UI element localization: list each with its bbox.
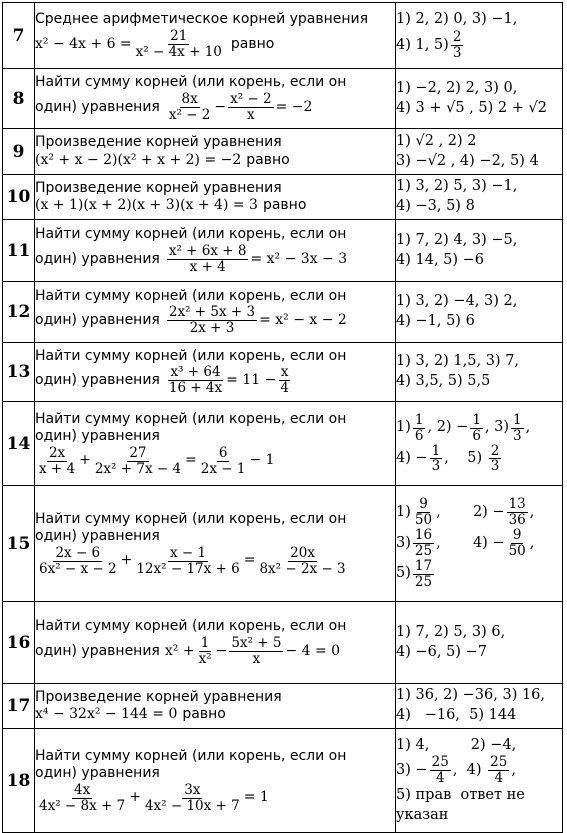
- numerator: x³ + 64: [170, 364, 221, 381]
- table-row: [3, 175, 563, 220]
- fraction: [451, 30, 464, 61]
- table-row: [3, 602, 563, 684]
- answer-line: 4) −16, 5) 144: [396, 707, 517, 723]
- equation-part: = x² − x − 2: [259, 312, 347, 328]
- answer-line: указан: [396, 806, 449, 823]
- fraction: [511, 413, 524, 444]
- denominator: 4: [494, 770, 504, 787]
- task-number: 8: [3, 69, 35, 129]
- denominator: x: [247, 106, 255, 123]
- equation-part: = x² − 3x − 3: [250, 250, 348, 267]
- numerator: 1: [414, 411, 424, 428]
- answer-line: 4) 3 + √5 , 5) 2 + √2: [396, 99, 547, 116]
- numerator: x² + 6x + 8: [168, 242, 247, 259]
- task-number: 16: [3, 602, 35, 684]
- task-number: 7: [3, 3, 35, 69]
- task-equation: [35, 706, 395, 724]
- fraction: [37, 546, 119, 577]
- task-equation: [35, 92, 395, 123]
- numerator: x² − 2: [230, 90, 272, 107]
- task-cell: [35, 486, 396, 602]
- numerator: 4x: [74, 781, 91, 798]
- equation-tail: равно: [182, 706, 226, 722]
- fraction: [430, 444, 443, 475]
- answer-text: ,: [529, 504, 535, 521]
- answer-text: 4) 1, 5): [396, 36, 449, 53]
- denominator: x: [252, 650, 261, 667]
- answer-cell: [396, 129, 563, 175]
- equation-part: = 11 −: [226, 372, 277, 388]
- answer-text: ,: [529, 534, 535, 551]
- task-cell: [35, 729, 396, 833]
- task-number: 9: [3, 129, 35, 175]
- denominator: x² − 4x + 10: [135, 43, 222, 60]
- answer-line: [396, 30, 562, 61]
- numerator: x: [280, 364, 289, 381]
- answer-cell: [396, 486, 563, 602]
- answer-cell: [396, 3, 563, 69]
- task-text: Найти сумму корней (или корень, если он: [35, 410, 347, 427]
- numerator: 25: [431, 754, 449, 771]
- answer-line: [396, 413, 562, 444]
- task-text: Найти сумму корней (или корень, если он: [35, 226, 347, 243]
- task-equation: [35, 636, 395, 667]
- answer-line: 1) 2, 2) 0, 3) −1,: [396, 11, 518, 28]
- numerator: 9: [512, 527, 522, 544]
- fraction: [229, 636, 283, 667]
- operator: +: [79, 452, 91, 469]
- answer-text: , 4) −: [436, 534, 505, 551]
- answer-cell: [396, 402, 563, 486]
- answer-text: 1): [396, 504, 411, 521]
- answer-line: [396, 444, 562, 475]
- table-row: [3, 729, 563, 833]
- table-row: [3, 343, 563, 402]
- fraction: [167, 244, 249, 275]
- task-cell: [35, 69, 396, 129]
- numerator: 2: [452, 28, 462, 45]
- task-number: 11: [3, 220, 35, 282]
- answer-cell: [396, 282, 563, 343]
- fraction: [413, 497, 434, 528]
- fraction: [488, 755, 509, 786]
- fraction: [37, 783, 127, 814]
- answer-line: 1) √2 , 2) 2: [396, 132, 477, 149]
- table-row: [3, 684, 563, 729]
- answer-line: [396, 497, 562, 528]
- answer-line: [396, 528, 562, 559]
- equation-part: − 4 = 0: [285, 642, 341, 659]
- denominator: 36: [508, 512, 526, 529]
- equation-tail: равно: [262, 197, 307, 213]
- fraction: [257, 546, 347, 577]
- denominator: x²: [198, 650, 212, 667]
- operator: −: [214, 98, 227, 115]
- denominator: 25: [414, 573, 433, 590]
- operator: +: [120, 552, 133, 569]
- table-row: [3, 220, 563, 282]
- table-row: [3, 69, 563, 129]
- numerator: 1: [472, 411, 481, 428]
- equation-tail: − 1: [249, 452, 275, 469]
- task-number: 17: [3, 684, 35, 729]
- denominator: x + 4: [39, 460, 76, 477]
- fraction: [228, 92, 274, 123]
- task-equation: [35, 197, 395, 215]
- operator: −: [215, 642, 228, 659]
- table-row: [3, 3, 563, 69]
- numerator: 17: [414, 557, 433, 574]
- fraction: [143, 783, 242, 814]
- answer-line: 5) прав ответ не: [396, 787, 525, 804]
- answer-line: 1) 3, 2) 1,5, 3) 7,: [396, 353, 520, 370]
- numerator: 6: [218, 444, 228, 461]
- answer-cell: [396, 343, 563, 402]
- denominator: 4: [280, 380, 289, 397]
- task-text: один) уравнения: [35, 250, 160, 267]
- numerator: 13: [508, 496, 526, 513]
- answer-line: 1) 4, 2) −4,: [396, 736, 517, 753]
- numerator: 16: [414, 527, 433, 544]
- fraction: [167, 365, 224, 396]
- task-text: один) уравнения: [35, 528, 160, 545]
- denominator: 50: [414, 512, 433, 529]
- fraction: [93, 446, 183, 477]
- answer-line: 1) 7, 2) 5, 3) 6,: [396, 623, 506, 640]
- task-number: 14: [3, 402, 35, 486]
- fraction: [413, 528, 434, 559]
- fraction: [430, 755, 451, 786]
- denominator: 16 + 4x: [168, 380, 223, 397]
- table-row: [3, 486, 563, 602]
- denominator: 8x² − 2x − 3: [259, 560, 346, 577]
- answer-text: ,: [525, 419, 531, 436]
- answer-text: 1): [396, 419, 411, 436]
- task-equation: [35, 244, 395, 275]
- numerator: 2x² + 5x + 3: [168, 304, 256, 321]
- answer-line: 1) 36, 2) −36, 3) 16,: [396, 687, 546, 704]
- denominator: 2x² + 7x − 4: [94, 460, 182, 477]
- operator: +: [129, 789, 141, 806]
- task-text: Произведение корней уравнения: [35, 688, 282, 705]
- task-equation: [35, 152, 395, 170]
- answer-text: 5): [396, 565, 411, 582]
- task-text: Среднее арифметическое корней уравнения: [35, 11, 369, 28]
- denominator: 3: [490, 458, 500, 475]
- denominator: 2x + 3: [189, 320, 235, 337]
- numerator: 9: [419, 496, 428, 513]
- answer-line: 1) −2, 2) 2, 3) 0,: [396, 79, 518, 96]
- numerator: 5x² + 5: [231, 634, 282, 651]
- task-number: 15: [3, 486, 35, 602]
- answer-cell: [396, 684, 563, 729]
- numerator: 25: [490, 754, 508, 771]
- equation-part: x² − 4x + 6 =: [35, 35, 132, 52]
- answer-line: 1) 7, 2) 4, 3) −5,: [396, 231, 518, 248]
- answer-text: , 5): [444, 450, 487, 467]
- task-number: 12: [3, 282, 35, 343]
- equation-part: (x + 1)(x + 2)(x + 3)(x + 4) = 3: [35, 197, 258, 213]
- answer-text: , 2) −: [427, 419, 469, 436]
- numerator: 1: [431, 442, 441, 459]
- fraction: [199, 446, 248, 477]
- fraction: [413, 413, 426, 444]
- task-number: 13: [3, 343, 35, 402]
- answer-cell: [396, 69, 563, 129]
- task-cell: [35, 343, 396, 402]
- fraction: [134, 29, 224, 60]
- fraction: [413, 559, 434, 590]
- task-equation: [35, 783, 395, 814]
- task-number: 18: [3, 729, 35, 833]
- numerator: 2: [490, 442, 500, 459]
- equation-part: = −2: [275, 98, 313, 115]
- equation-part: (x² + x − 2)(x² + x + 2) = −2: [35, 151, 242, 168]
- answer-cell: [396, 602, 563, 684]
- fraction: [507, 528, 528, 559]
- task-cell: [35, 3, 396, 69]
- answer-text: 4) −: [396, 450, 428, 467]
- fraction: [167, 92, 213, 123]
- numerator: 1: [513, 411, 522, 428]
- task-number: 10: [3, 175, 35, 220]
- task-text: Найти сумму корней (или корень, если он: [35, 74, 347, 91]
- numerator: 20x: [290, 544, 315, 561]
- answer-text: , 3): [484, 419, 510, 436]
- fraction: [134, 546, 241, 577]
- numerator: 8x: [181, 90, 198, 107]
- answer-line: 4) −1, 5) 6: [396, 313, 475, 329]
- table-row: [3, 129, 563, 175]
- denominator: 4: [435, 770, 445, 787]
- answer-cell: [396, 729, 563, 833]
- fraction: [278, 365, 291, 396]
- equation-part: =: [185, 452, 197, 469]
- task-equation: [35, 305, 395, 336]
- task-text: Найти сумму корней (или корень, если он: [35, 747, 347, 764]
- answer-line: [396, 755, 562, 786]
- fraction: [470, 413, 483, 444]
- answer-text: , 4): [452, 761, 487, 778]
- numerator: 3x: [184, 781, 201, 798]
- denominator: 4x² − 10x + 7: [144, 797, 240, 814]
- denominator: x² − 2: [168, 106, 211, 123]
- denominator: 12x² − 17x + 6: [136, 560, 240, 577]
- task-equation: [35, 29, 395, 60]
- task-cell: [35, 402, 396, 486]
- task-cell: [35, 684, 396, 729]
- answer-line: [396, 559, 562, 590]
- denominator: 6: [414, 427, 424, 444]
- task-cell: [35, 282, 396, 343]
- fraction: [167, 305, 257, 336]
- task-text: один) уравнения: [35, 642, 160, 659]
- answer-line: 4) −6, 5) −7: [396, 643, 487, 660]
- answer-text: 3): [396, 534, 411, 551]
- fraction: [507, 497, 528, 528]
- fraction: [197, 636, 214, 667]
- task-equation: [35, 446, 395, 477]
- numerator: 21: [170, 27, 188, 44]
- equation-tail: равно: [246, 151, 290, 168]
- task-text: Найти сумму корней (или корень, если он: [35, 618, 347, 635]
- equation-tail: равно: [230, 35, 275, 52]
- answer-text: ,: [511, 761, 516, 778]
- fraction: [37, 446, 77, 477]
- task-cell: [35, 602, 396, 684]
- answer-line: 4) 14, 5) −6: [396, 251, 485, 268]
- numerator: x − 1: [169, 544, 207, 561]
- numerator: 2x − 6: [55, 544, 101, 561]
- table-row: [3, 282, 563, 343]
- equation-part: x² +: [164, 642, 195, 659]
- answer-line: 4) −3, 5) 8: [396, 198, 475, 214]
- numerator: 1: [200, 634, 210, 651]
- denominator: 50: [508, 543, 526, 559]
- task-equation: [35, 546, 395, 577]
- task-text: один) уравнения: [35, 428, 160, 445]
- answer-line: 1) 3, 2) 5, 3) −1,: [396, 178, 518, 195]
- task-cell: [35, 175, 396, 220]
- task-text: один) уравнения: [35, 765, 160, 782]
- denominator: 25: [414, 543, 433, 559]
- denominator: 3: [452, 44, 462, 61]
- task-text: один) уравнения: [35, 98, 160, 115]
- task-text: один) уравнения: [35, 372, 160, 388]
- task-text: Найти сумму корней (или корень, если он: [35, 287, 347, 304]
- equation-part: = 1: [243, 789, 269, 806]
- tasks-table: [2, 2, 563, 833]
- answer-cell: [396, 220, 563, 282]
- denominator: 2x − 1: [200, 460, 246, 477]
- denominator: x + 4: [189, 258, 226, 275]
- table-row: [3, 402, 563, 486]
- task-text: Произведение корней уравнения: [35, 134, 282, 150]
- task-text: Найти сумму корней (или корень, если он: [35, 347, 347, 364]
- answer-text: , 2) −: [436, 504, 505, 521]
- task-text: Найти сумму корней (или корень, если он: [35, 510, 347, 527]
- task-cell: [35, 129, 396, 175]
- equation-part: =: [243, 552, 256, 569]
- answer-line: 4) 3,5, 5) 5,5: [396, 373, 491, 389]
- answer-line: 3) −√2 , 4) −2, 5) 4: [396, 152, 539, 169]
- answer-cell: [396, 175, 563, 220]
- denominator: 6: [472, 427, 481, 444]
- task-text: один) уравнения: [35, 312, 160, 328]
- task-equation: [35, 365, 395, 396]
- denominator: 3: [513, 427, 522, 444]
- denominator: 6x² − x − 2: [39, 560, 117, 577]
- denominator: 3: [431, 458, 441, 475]
- answer-text: 3) −: [396, 761, 428, 778]
- numerator: 27: [129, 444, 147, 461]
- task-cell: [35, 220, 396, 282]
- answer-line: 1) 3, 2) −4, 3) 2,: [396, 293, 518, 310]
- numerator: 2x: [48, 444, 66, 461]
- equation-part: x⁴ − 32x² − 144 = 0: [35, 706, 178, 722]
- denominator: 4x² − 8x + 7: [39, 797, 126, 814]
- task-text: Произведение корней уравнения: [35, 179, 282, 196]
- fraction: [489, 444, 502, 475]
